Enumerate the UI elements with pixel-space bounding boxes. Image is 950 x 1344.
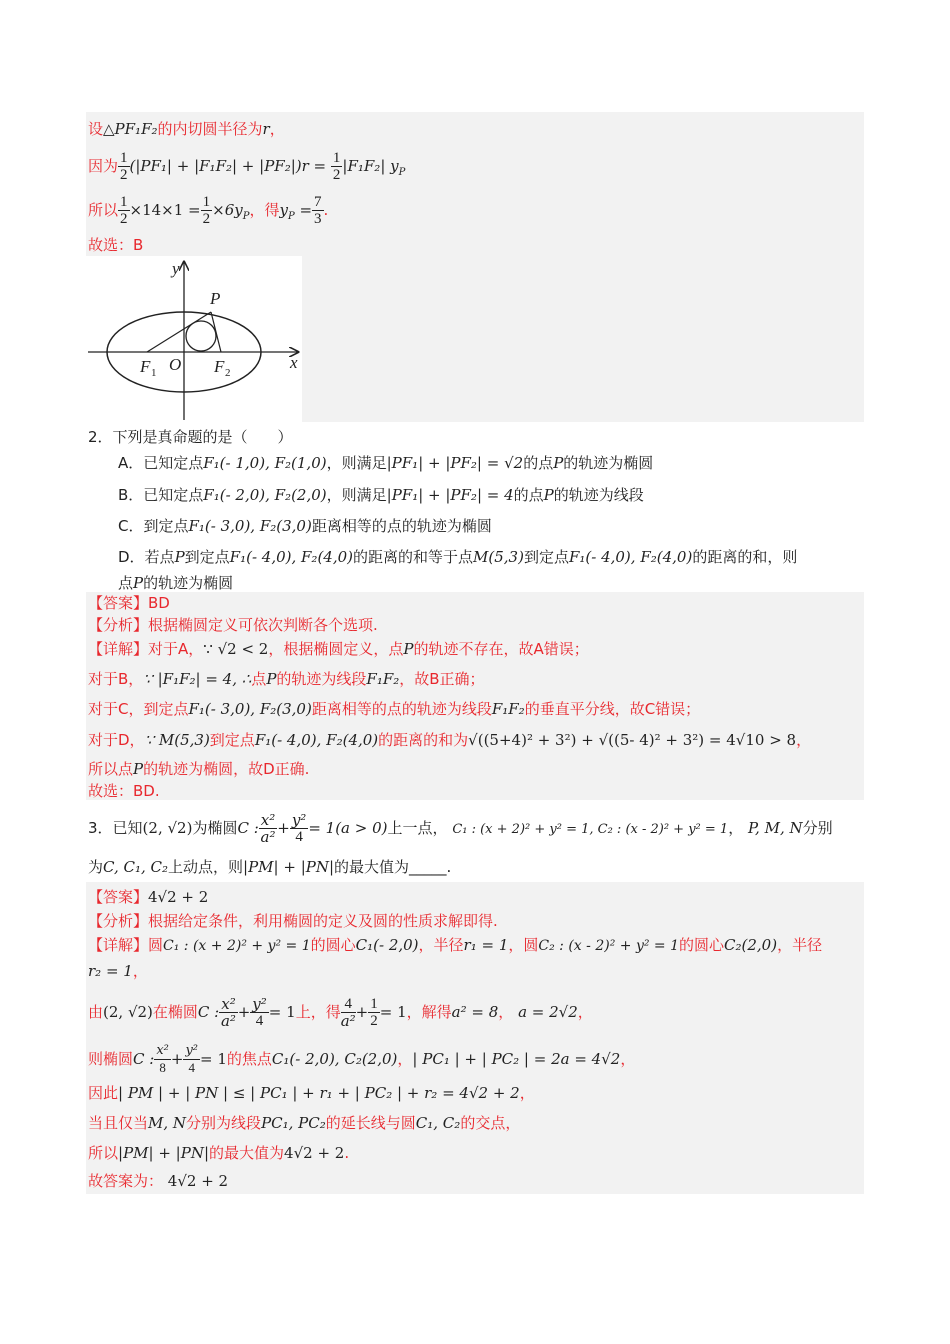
fraction <box>183 1043 200 1076</box>
den: a² <box>260 828 276 846</box>
math: |F₁F₂| y <box>342 157 399 175</box>
text: 对于B， <box>88 670 144 688</box>
math: M(5,3) <box>473 548 524 566</box>
den: 2 <box>120 167 128 183</box>
num: 1 <box>120 194 128 210</box>
math: r₂ = 1 <box>88 962 133 980</box>
math: F₁(- 1,0), F₂(1,0) <box>203 454 327 472</box>
a2-final: 故选：BD. <box>88 782 160 800</box>
num: x² <box>221 995 236 1013</box>
text: ， <box>519 1084 535 1102</box>
math: F₁F₂ <box>491 700 525 718</box>
math: C : <box>197 1003 220 1021</box>
fraction <box>118 150 130 183</box>
text: 在椭圆 <box>152 1003 198 1021</box>
math: P <box>174 548 185 566</box>
math: P <box>403 640 414 658</box>
math: = <box>294 201 313 219</box>
fraction <box>250 996 269 1029</box>
a3-answer <box>88 886 208 908</box>
den: 8 <box>159 1060 166 1075</box>
text: 的距离的和为 <box>378 731 469 749</box>
sub: P <box>242 211 250 222</box>
num: x² <box>156 1043 169 1058</box>
a2-detail-e <box>88 758 309 780</box>
text: D．若点 <box>118 548 175 566</box>
text: ， <box>132 962 148 980</box>
math: C₁ : (x + 2)² + y² = 1, C₂ : (x - 2)² + y² = 1 <box>452 822 729 837</box>
text: 的圆心 <box>310 936 356 954</box>
text: ， <box>728 819 744 837</box>
text: 的点 <box>513 486 544 504</box>
fraction <box>331 150 343 183</box>
a2-detail-c <box>88 698 700 720</box>
text: 【详解】对于A， <box>88 640 204 658</box>
text: ，得 <box>249 201 280 219</box>
text: 故答案为： <box>88 1172 164 1190</box>
label-f2: F <box>214 357 225 376</box>
label-x: x <box>290 353 298 372</box>
text: 为椭圆 <box>192 819 238 837</box>
math: | PM | + | PN | ≤ | PC₁ | + r₁ + | PC₂ | + r₂ = 4√2 + 2 <box>118 1084 520 1102</box>
text: ， <box>397 1050 413 1068</box>
text: ， <box>577 1003 593 1021</box>
math: P <box>553 454 564 472</box>
a3-detail-1 <box>88 934 822 957</box>
den: a² <box>220 1012 236 1030</box>
math: + <box>170 1050 184 1068</box>
sol1-line2 <box>88 148 405 191</box>
label-f1-sub: 1 <box>151 367 157 379</box>
num: 7 <box>314 194 322 210</box>
text: 分别 <box>802 819 833 837</box>
text: 3．已知 <box>88 819 143 837</box>
math: + <box>237 1003 251 1021</box>
label-o: O <box>169 355 182 374</box>
fraction <box>259 812 277 845</box>
text: ，故B正确； <box>399 670 485 688</box>
text: ，则满足 <box>326 454 387 472</box>
math: y <box>279 201 288 219</box>
math: C₁(- 2,0) <box>355 936 419 954</box>
text: ， <box>796 731 812 749</box>
q2-option-d-cont <box>118 572 233 594</box>
sub: P <box>398 167 406 178</box>
math: 4√2 + 2 <box>148 888 209 906</box>
label-y: y <box>172 259 180 278</box>
math: 4√2 + 2 <box>167 1172 229 1190</box>
a2-detail-b <box>88 668 485 690</box>
sol1-line1 <box>88 118 285 140</box>
a3-final <box>88 1170 228 1192</box>
math: ∵ |F₁F₂| = 4, ∴ <box>143 670 252 688</box>
text: 的轨迹不存在，故A错误； <box>413 640 589 658</box>
den: 2 <box>332 167 341 183</box>
text: 对于D， <box>88 731 145 749</box>
math: = 1 <box>268 1003 296 1021</box>
text: 的交点， <box>460 1114 521 1132</box>
text: 到定点 <box>209 731 255 749</box>
math: r₁ = 1 <box>463 936 509 954</box>
q3-line1 <box>88 808 833 850</box>
den: 4 <box>255 1013 264 1029</box>
math: ∵ √2 < 2 <box>203 640 269 658</box>
math: M, N <box>148 1114 187 1132</box>
text: 为 <box>88 858 104 876</box>
text: 点 <box>251 670 267 688</box>
math: (|PF₁| + |F₁F₂| + |PF₂|)r = <box>129 157 327 175</box>
math: C₂(2,0) <box>724 936 778 954</box>
math: C₁, C₂ <box>415 1114 461 1132</box>
incircle <box>186 321 216 351</box>
text: ， <box>498 1003 514 1021</box>
den: 3 <box>314 211 322 227</box>
text: 的最大值为 <box>209 1144 285 1162</box>
text: 所以 <box>88 1144 119 1162</box>
text: 上，得 <box>295 1003 341 1021</box>
math: (2, √2) <box>103 1003 153 1021</box>
math: = 1 <box>200 1050 227 1068</box>
text: 到定点 <box>184 548 230 566</box>
label-f1: F <box>140 357 151 376</box>
math: C, C₁, C₂ <box>103 858 169 876</box>
math: = 1 <box>379 1003 407 1021</box>
text: C．到定点 <box>118 517 189 535</box>
text: ，解得 <box>406 1003 452 1021</box>
num: y² <box>291 811 307 829</box>
text: 设 <box>88 120 104 138</box>
num: 4 <box>341 996 356 1013</box>
a3-detail-6 <box>88 1112 520 1134</box>
sol1-line3 <box>88 192 328 235</box>
text: 的焦点 <box>226 1050 272 1068</box>
math: |PM| + |PN| <box>243 858 335 876</box>
text: 的轨迹为椭圆 <box>563 454 654 472</box>
text: 的轨迹为椭圆，故D正确. <box>143 760 310 778</box>
math: P <box>133 760 144 778</box>
a3-detail-4 <box>88 1040 635 1078</box>
a2-detail-a <box>88 638 589 660</box>
a3-detail-3 <box>88 992 593 1032</box>
num: 1 <box>120 150 128 166</box>
fraction <box>154 1043 171 1076</box>
q3-line2 <box>88 856 451 878</box>
pf1-line <box>147 312 211 352</box>
math: F₁F₂ <box>366 670 400 688</box>
text: 上一点， <box>387 819 448 837</box>
ellipse-figure <box>86 256 302 422</box>
q2-option-c <box>118 515 492 537</box>
text: 所以点 <box>88 760 134 778</box>
math: P <box>266 670 277 688</box>
math: C : <box>133 1050 155 1068</box>
text: 的延长线与圆 <box>325 1114 416 1132</box>
text: 分别为线段 <box>186 1114 262 1132</box>
label-p: P <box>210 289 221 308</box>
text: 由 <box>88 1003 104 1021</box>
a2-analysis: 【分析】根据椭圆定义可依次判断各个选项. <box>88 616 378 634</box>
math: F₁(- 3,0), F₂(3,0) <box>188 517 312 535</box>
math: (2, √2) <box>142 819 193 837</box>
text: 的最大值为 <box>334 858 410 876</box>
num: 1 <box>202 194 211 210</box>
fraction <box>368 996 380 1029</box>
q2-stem: 2．下列是真命题的是（ ） <box>88 428 293 446</box>
ellipse-diagram <box>86 256 302 422</box>
math: 4√2 + 2 <box>284 1144 345 1162</box>
math: a = 2√2 <box>518 1003 578 1021</box>
math: F₁(- 3,0), F₂(3,0) <box>188 700 312 718</box>
text: 距离相等的点的轨迹为椭圆 <box>311 517 492 535</box>
text: B．已知定点 <box>118 486 204 504</box>
math: C₁(- 2,0), C₂(2,0) <box>271 1050 398 1068</box>
text: 当且仅当 <box>88 1114 149 1132</box>
text: ， <box>620 1050 636 1068</box>
sol1-line4: 故选：B <box>88 236 144 254</box>
fraction <box>341 996 356 1029</box>
math: P, M, N <box>748 819 803 837</box>
fraction <box>219 996 237 1029</box>
a2-answer: 【答案】BD <box>88 594 170 612</box>
math: = 1(a > 0) <box>308 819 388 837</box>
text: 的轨迹为线段 <box>553 486 644 504</box>
a2-detail-d <box>88 729 811 751</box>
math: ∵ M(5,3) <box>144 731 210 749</box>
text: ，根据椭圆定义，点 <box>268 640 404 658</box>
math: C : <box>237 819 259 837</box>
text: 上动点，则 <box>168 858 244 876</box>
text: 的距离的和等于点 <box>353 548 474 566</box>
math: a² = 8 <box>451 1003 499 1021</box>
den: 2 <box>370 1013 378 1029</box>
text: 的圆心 <box>679 936 725 954</box>
den: 4 <box>295 829 303 845</box>
text: 的轨迹为线段 <box>276 670 367 688</box>
text: . <box>344 1144 350 1162</box>
text: ，圆 <box>508 936 539 954</box>
q2-option-d <box>118 546 797 568</box>
text: . <box>446 858 452 876</box>
text: ， <box>269 120 285 138</box>
text: 的内切圆半径为 <box>157 120 263 138</box>
text: ，半径 <box>777 936 823 954</box>
fraction <box>290 812 309 845</box>
math: |PF₁| + |PF₂| = 4 <box>386 486 514 504</box>
text: 则椭圆 <box>88 1050 134 1068</box>
text: ，则满足 <box>326 486 387 504</box>
a3-detail-5 <box>88 1082 535 1104</box>
text: 到定点 <box>523 548 569 566</box>
a3-detail-7 <box>88 1142 349 1164</box>
math: ×6y <box>212 201 243 219</box>
math: P <box>543 486 554 504</box>
label-f2-sub: 2 <box>225 367 231 379</box>
q2-option-a <box>118 452 653 474</box>
num: x² <box>260 811 276 829</box>
blank: _____ <box>409 858 447 876</box>
den: 2 <box>202 211 211 227</box>
a3-detail-2 <box>88 960 148 982</box>
den: 2 <box>120 211 128 227</box>
math: |PM| + |PN| <box>118 1144 210 1162</box>
math: C₁ : (x + 2)² + y² = 1 <box>163 938 311 954</box>
math: F₁(- 2,0), F₂(2,0) <box>203 486 327 504</box>
math: F₁(- 4,0), F₂(4,0) <box>229 548 354 566</box>
math: + <box>277 819 290 837</box>
fraction <box>118 194 130 227</box>
text: 对于C，到定点 <box>88 700 189 718</box>
den: 4 <box>188 1060 195 1075</box>
text: ，半径 <box>418 936 464 954</box>
num: 1 <box>332 150 341 166</box>
text: 因此 <box>88 1084 119 1102</box>
text: 距离相等的点的轨迹为线段 <box>311 700 492 718</box>
num: y² <box>185 1043 199 1058</box>
math: △PF₁F₂ <box>103 120 158 138</box>
text: 的垂直平分线，故C错误； <box>524 700 701 718</box>
math: | PC₁ | + | PC₂ | = 2a = 4√2 <box>412 1050 621 1068</box>
num: y² <box>252 995 267 1013</box>
den: a² <box>340 1012 356 1030</box>
text: 所以 <box>88 201 119 219</box>
sub: P <box>287 211 295 222</box>
text: 【详解】圆 <box>88 936 164 954</box>
math: r <box>262 120 270 138</box>
text: 因为 <box>88 157 119 175</box>
fraction <box>201 194 213 227</box>
math: PC₁, PC₂ <box>261 1114 326 1132</box>
num: 1 <box>370 996 378 1012</box>
math: √((5+4)² + 3²) + √((5- 4)² + 3²) = 4√10 > 8 <box>468 731 797 749</box>
text: 【答案】 <box>88 888 149 906</box>
math: F₁(- 4,0), F₂(4,0) <box>254 731 379 749</box>
math: + <box>355 1003 369 1021</box>
text: A．已知定点 <box>118 454 204 472</box>
fraction <box>312 194 324 227</box>
text: . <box>323 201 329 219</box>
text: 的距离的和，则 <box>692 548 798 566</box>
math: F₁(- 4,0), F₂(4,0) <box>568 548 693 566</box>
math: C₂ : (x - 2)² + y² = 1 <box>538 938 680 954</box>
text: 的轨迹为椭圆 <box>143 574 234 592</box>
math: ×14×1 = <box>129 201 201 219</box>
math: |PF₁| + |PF₂| = √2 <box>386 454 524 472</box>
a3-analysis: 【分析】根据给定条件，利用椭圆的定义及圆的性质求解即得. <box>88 912 498 930</box>
q2-option-b <box>118 484 644 506</box>
text: 的点 <box>523 454 554 472</box>
math: P <box>133 574 144 592</box>
text: 点 <box>118 574 134 592</box>
